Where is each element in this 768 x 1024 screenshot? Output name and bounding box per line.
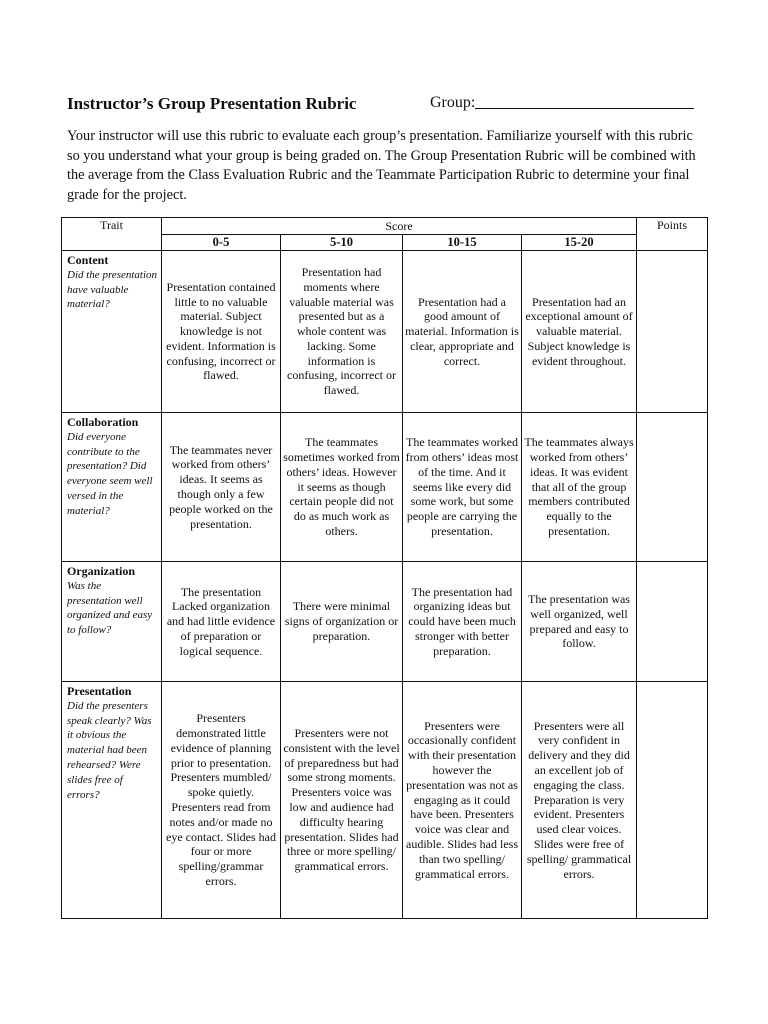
trait-cell bbox=[62, 413, 162, 562]
score-cell: Presenters were not consistent with the level of preparedness but had some strong moments. Presenters voice was low and audience had difficulty hearing presentation. Slides had three or more spelling/ grammatical errors. bbox=[281, 682, 403, 919]
score-cell: Presenters demonstrated little evidence of planning prior to presentation. Presenters mumbled/ spoke quietly. Presenters read from notes and/or made no eye contact. Slides had four or more spelling/grammar errors. bbox=[162, 682, 281, 919]
table-row bbox=[62, 562, 708, 682]
rubric-header bbox=[67, 94, 707, 118]
group-field bbox=[430, 94, 694, 112]
score-header: Score bbox=[162, 218, 637, 235]
score-cell: The presentation had organizing ideas but could have been much stronger with better preparation. bbox=[403, 562, 522, 682]
rubric-table bbox=[61, 217, 708, 919]
trait-question: Did the presentation have valuable material? bbox=[67, 268, 158, 311]
points-cell[interactable] bbox=[637, 682, 708, 919]
score-cell: Presentation contained little to no valuable material. Subject knowledge is not evident. Information is confusing, incorrect or flawed. bbox=[162, 251, 281, 413]
trait-question: Was the presentation well organized and easy to follow? bbox=[67, 579, 153, 637]
trait-name: Organization bbox=[67, 564, 135, 578]
score-range-5-10: 5-10 bbox=[281, 235, 403, 251]
score-range-10-15: 10-15 bbox=[403, 235, 522, 251]
table-row bbox=[62, 413, 708, 562]
score-cell: Presentation had moments where valuable material was presented but as a whole content was lacking. Some information is confusing, incorrect or flawed. bbox=[281, 251, 403, 413]
score-cell: The teammates never worked from others’ ideas. It seems as though only a few people worked on the presentation. bbox=[162, 413, 281, 562]
score-range-0-5: 0-5 bbox=[162, 235, 281, 251]
points-cell[interactable] bbox=[637, 562, 708, 682]
trait-cell bbox=[62, 562, 162, 682]
score-cell: The teammates always worked from others’ ideas. It was evident that all of the group members contributed equally to the presentation. bbox=[522, 413, 637, 562]
points-header: Points bbox=[637, 218, 708, 251]
score-cell: The presentation was well organized, well prepared and easy to follow. bbox=[522, 562, 637, 682]
score-cell: The presentation Lacked organization and had little evidence of preparation or logical sequence. bbox=[162, 562, 281, 682]
points-cell[interactable] bbox=[637, 413, 708, 562]
page-title: Instructor’s Group Presentation Rubric bbox=[67, 94, 357, 113]
trait-cell bbox=[62, 682, 162, 919]
table-row bbox=[62, 682, 708, 919]
intro-paragraph: Your instructor will use this rubric to evaluate each group’s presentation. Familiarize yourself with this rubric so you understand what your group is being graded on. The Group Presentation Rubric will be combined with the average from the Class Evaluation Rubric and the Teammate Participation Rubric to determine your final grade for the project. bbox=[67, 128, 696, 203]
trait-name: Collaboration bbox=[67, 415, 139, 429]
score-cell: There were minimal signs of organization or preparation. bbox=[281, 562, 403, 682]
score-cell: Presenters were occasionally confident with their presentation however the presentation was not as engaging as it could have been. Presenters voice was clear and audible. Slides had less than two spelling/ grammatical errors. bbox=[403, 682, 522, 919]
score-cell: Presentation had a good amount of material. Information is clear, appropriate and correct. bbox=[403, 251, 522, 413]
trait-question: Did the presenters speak clearly? Was it obvious the material had been rehearsed? Were slides free of errors? bbox=[67, 699, 152, 801]
table-row bbox=[62, 251, 708, 413]
trait-cell bbox=[62, 251, 162, 413]
points-cell[interactable] bbox=[637, 251, 708, 413]
score-cell: Presenters were all very confident in delivery and they did an excellent job of engaging the class. Preparation is very evident. Presenters used clear voices. Slides were free of spelling/ grammatical errors. bbox=[522, 682, 637, 919]
trait-question: Did everyone contribute to the presentation? Did everyone seem well versed in the material? bbox=[67, 430, 153, 517]
score-cell: Presentation had an exceptional amount of valuable material. Subject knowledge is evident throughout. bbox=[522, 251, 637, 413]
group-label: Group: bbox=[430, 94, 476, 111]
trait-name: Presentation bbox=[67, 684, 132, 698]
trait-header: Trait bbox=[62, 218, 162, 251]
group-blank-line[interactable] bbox=[475, 94, 694, 109]
score-cell: The teammates sometimes worked from others’ ideas. However it seems as though certain people did not do as much work as others. bbox=[281, 413, 403, 562]
score-cell: The teammates worked from others’ ideas most of the time. And it seems like every did some work, but some people are carrying the presentation. bbox=[403, 413, 522, 562]
trait-name: Content bbox=[67, 253, 109, 267]
score-range-15-20: 15-20 bbox=[522, 235, 637, 251]
